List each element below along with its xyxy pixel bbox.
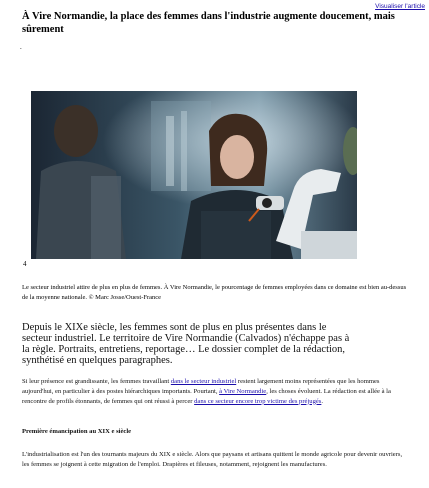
stray-dot: . (20, 43, 22, 51)
link-vire-normandie[interactable]: à Vire Normandie (219, 387, 267, 395)
view-article-link[interactable]: Visualiser l'article (375, 3, 425, 10)
paragraph-text: Si leur présence est grandissante, les femmes travaillant (22, 378, 171, 385)
article-title: À Vire Normandie, la place des femmes dans l'industrie augmente doucement, mais sûrement (22, 11, 395, 35)
article-lede: Depuis le XIXe siècle, les femmes sont de plus en plus présentes dans le secteur industriel. Le territoire de Vire Normandie (Calvados) n'échappe pas à la règle. Portraits, entretiens, reportage… Le dossier complet de la rédaction, synthétisé en quelques paragraphes. (22, 322, 350, 366)
section-heading: Première émancipation au XIX e siècle (22, 428, 132, 435)
photo-counter: 4 (23, 260, 27, 268)
article-photo (31, 91, 357, 259)
paragraph-text: restent largement moins représentées que les hommes aujourd'hui, en particulier à des postes hiérarchiques importants. Pourtant, (22, 378, 380, 395)
paragraph-text: , les choses évoluent. La rédaction est allée à la rencontre de profils étonnants, de femmes qui ont réussi à percer (22, 387, 391, 405)
article-paragraph: L'industrialisation est l'un des tournants majeurs du XIX e siècle. Alors que paysans et artisans quittent le monde agricole pour devenir ouvriers, les femmes se joignent à cette migration de l'emploi. Drapières et fileuses, notamment, rejoignent les manufactures. (22, 451, 403, 468)
photo-caption: Le secteur industriel attire de plus en plus de femmes. À Vire Normandie, le pourcentage de femmes employées dans ce domaine est bien au-dessus de la moyenne nationale. © Marc Josse/Ouest-France (22, 284, 407, 301)
link-industrial-sector[interactable]: dans le secteur industriel (170, 378, 237, 385)
link-prejudices[interactable]: dans ce secteur encore trop victime des préjugés (194, 397, 322, 405)
article-paragraph (22, 377, 410, 406)
top-bar (375, 3, 425, 10)
article-photo-illustration (31, 91, 357, 259)
paragraph-text: . (321, 397, 324, 405)
